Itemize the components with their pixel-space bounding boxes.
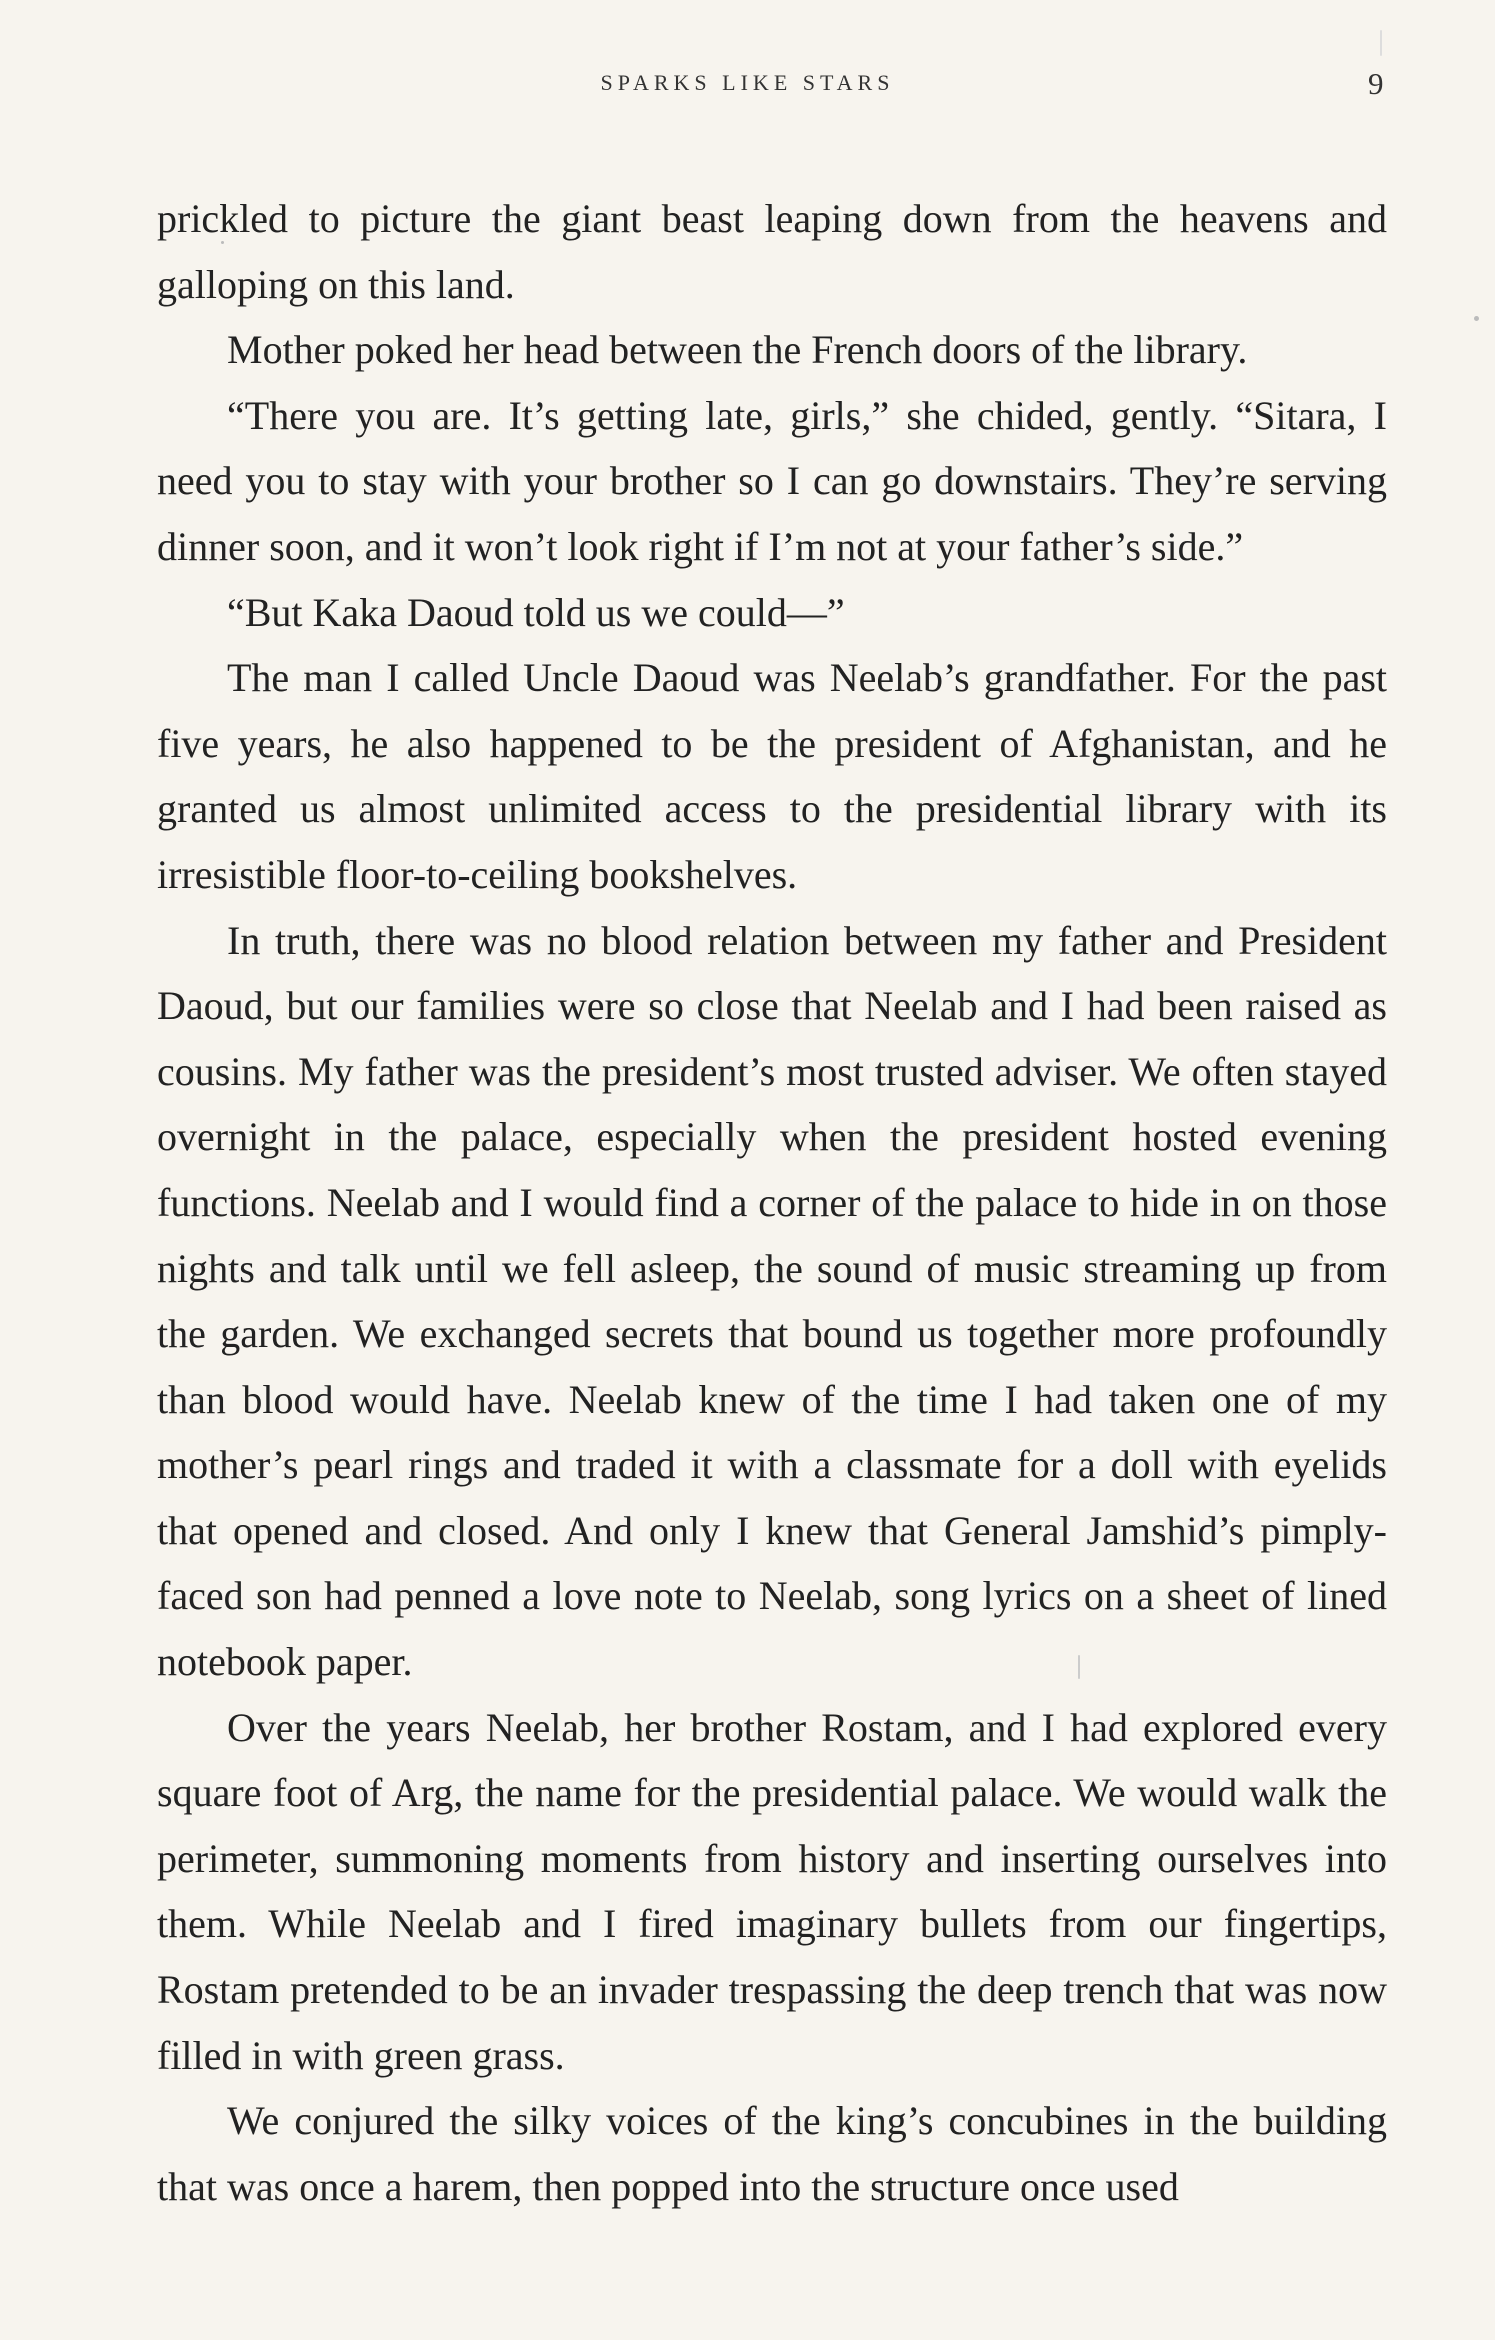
paper-speck xyxy=(1078,1655,1080,1679)
paper-speck xyxy=(221,241,224,244)
paragraph: Mother poked her head between the French doors of the library. xyxy=(227,327,1248,373)
page-number: 9 xyxy=(1368,66,1384,101)
body-text xyxy=(157,186,1387,2219)
paper-speck xyxy=(1474,316,1479,321)
paragraph: In truth, there was no blood relation between my father and President Daoud, but our families were so close that Neelab and I had been raised as cousins. My father was the president’s most trusted adviser. We often stayed overnight in the palace, especially when the president hosted evening functions. Neelab and I would find a corner of the palace to hide in on those nights and talk until we fell asleep, the sound of music streaming up from the garden. We exchanged secrets that bound us together more profoundly than blood would have. Neelab knew of the time I had taken one of my mother’s pearl rings and traded it with a classmate for a doll with eyelids that opened and closed. And only I knew that General Jamshid’s pimply-faced son had penned a love note to Neelab, song lyrics on a sheet of lined notebook paper. xyxy=(157,917,1387,1685)
paragraph: We conjured the silky voices of the king’s concubines in the building that was once a harem, then popped into the structure once used xyxy=(157,2098,1387,2209)
paragraph: “There you are. It’s getting late, girls,” she chided, gently. “Sitara, I need you to stay with your brother so I can go downstairs. They’re serving dinner soon, and it won’t look right if I’m not at your father’s side.” xyxy=(157,392,1387,569)
paragraph: The man I called Uncle Daoud was Neelab’s grandfather. For the past five years, he also happened to be the president of Afghanistan, and he granted us almost unlimited access to the presidential library with its irresistible floor-to-ceiling bookshelves. xyxy=(157,655,1387,897)
paragraph: prickled to picture the giant beast leaping down from the heavens and galloping on this land. xyxy=(157,196,1387,307)
paragraph: “But Kaka Daoud told us we could—” xyxy=(227,589,845,635)
paragraph: Over the years Neelab, her brother Rostam, and I had explored every square foot of Arg, the name for the presidential palace. We would walk the perimeter, summoning moments from history and inserting ourselves into them. While Neelab and I fired imaginary bullets from our fingertips, Rostam pretended to be an invader trespassing the deep trench that was now filled in with green grass. xyxy=(157,1704,1387,2078)
paper-speck xyxy=(1380,30,1382,56)
running-title: SPARKS LIKE STARS xyxy=(600,70,895,95)
